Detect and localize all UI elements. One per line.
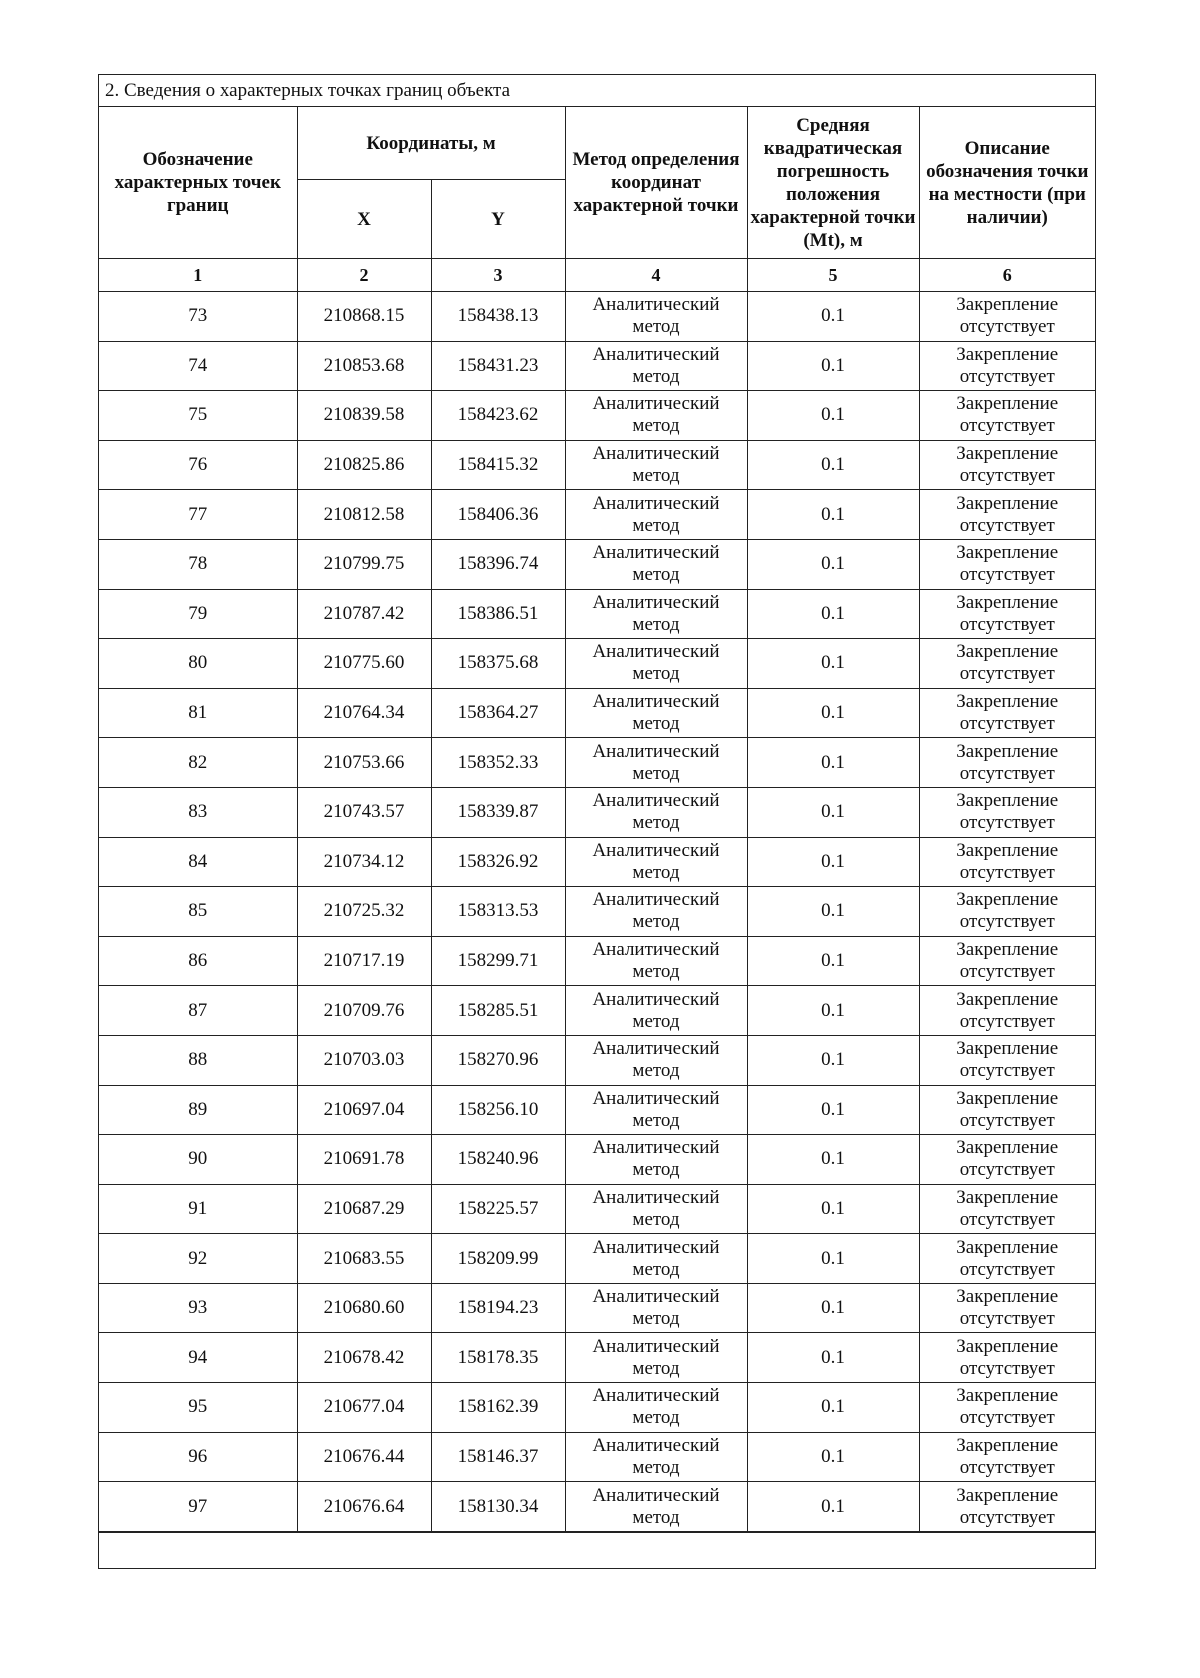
table-row — [99, 639, 1095, 689]
coordinate-x: 210680.60 — [297, 1283, 431, 1333]
description-line2: отсутствует — [959, 316, 1055, 338]
description-line2: отсутствует — [959, 1208, 1055, 1230]
coordinate-y: 158178.35 — [431, 1333, 565, 1383]
coordinate-y: 158285.51 — [431, 986, 565, 1036]
method-line1: Аналитический — [592, 294, 720, 316]
method-line2: метод — [632, 1010, 680, 1032]
method-line1: Аналитический — [592, 1186, 720, 1208]
description-line2: отсутствует — [959, 1456, 1055, 1478]
point-number: 82 — [99, 738, 297, 788]
description-cell — [919, 1383, 1095, 1433]
coordinate-x: 210764.34 — [297, 688, 431, 738]
mean-error: 0.1 — [747, 837, 919, 887]
description-cell — [919, 1085, 1095, 1135]
table-row — [99, 440, 1095, 490]
method-cell — [565, 1432, 747, 1482]
description-cell — [919, 887, 1095, 937]
description-line1: Закрепление — [956, 294, 1059, 316]
description-cell — [919, 1482, 1095, 1532]
method-line1: Аналитический — [592, 1484, 720, 1506]
description-cell — [919, 1333, 1095, 1383]
description-cell — [919, 639, 1095, 689]
method-line2: метод — [632, 1258, 680, 1280]
description-line2: отсутствует — [959, 961, 1055, 983]
description-cell — [919, 490, 1095, 540]
table-row — [99, 1234, 1095, 1284]
description-line1: Закрепление — [956, 443, 1059, 465]
table-row — [99, 1035, 1095, 1085]
description-line1: Закрепление — [956, 988, 1059, 1010]
coordinate-x: 210687.29 — [297, 1184, 431, 1234]
description-cell — [919, 539, 1095, 589]
point-number: 88 — [99, 1035, 297, 1085]
method-cell — [565, 440, 747, 490]
method-cell — [565, 391, 747, 441]
coordinate-y: 158375.68 — [431, 639, 565, 689]
method-line2: метод — [632, 1159, 680, 1181]
description-cell — [919, 341, 1095, 391]
method-line2: метод — [632, 1506, 680, 1528]
coordinate-y: 158339.87 — [431, 787, 565, 837]
column-number: 6 — [919, 259, 1095, 292]
description-line1: Закрепление — [956, 591, 1059, 613]
coordinate-x: 210775.60 — [297, 639, 431, 689]
description-line2: отсутствует — [959, 911, 1055, 933]
description-cell — [919, 589, 1095, 639]
method-line2: метод — [632, 316, 680, 338]
method-line1: Аналитический — [592, 591, 720, 613]
description-cell — [919, 1035, 1095, 1085]
description-line2: отсутствует — [959, 514, 1055, 536]
coordinate-y: 158431.23 — [431, 341, 565, 391]
point-number: 94 — [99, 1333, 297, 1383]
point-number: 81 — [99, 688, 297, 738]
method-line1: Аналитический — [592, 790, 720, 812]
mean-error: 0.1 — [747, 490, 919, 540]
coordinate-x: 210683.55 — [297, 1234, 431, 1284]
method-line1: Аналитический — [592, 443, 720, 465]
description-line2: отсутствует — [959, 1357, 1055, 1379]
point-number: 74 — [99, 341, 297, 391]
method-line1: Аналитический — [592, 1385, 720, 1407]
coordinate-x: 210725.32 — [297, 887, 431, 937]
description-cell — [919, 292, 1095, 342]
description-cell — [919, 1283, 1095, 1333]
method-line1: Аналитический — [592, 343, 720, 365]
coordinate-y: 158270.96 — [431, 1035, 565, 1085]
mean-error: 0.1 — [747, 341, 919, 391]
section-title: 2. Сведения о характерных точках границ объекта — [99, 75, 1095, 107]
coordinate-y: 158352.33 — [431, 738, 565, 788]
coordinate-x: 210743.57 — [297, 787, 431, 837]
method-line2: метод — [632, 812, 680, 834]
method-line2: метод — [632, 663, 680, 685]
point-number: 85 — [99, 887, 297, 937]
mean-error: 0.1 — [747, 1432, 919, 1482]
table-row — [99, 787, 1095, 837]
mean-error: 0.1 — [747, 1135, 919, 1185]
table-row — [99, 589, 1095, 639]
coordinate-x: 210709.76 — [297, 986, 431, 1036]
method-line1: Аналитический — [592, 889, 720, 911]
column-number: 5 — [747, 259, 919, 292]
header-mean-error: Средняя квадратическая погрешность положения характерной точки (Mt), м — [747, 107, 919, 259]
column-number: 3 — [431, 259, 565, 292]
method-line1: Аналитический — [592, 1087, 720, 1109]
method-line2: метод — [632, 1407, 680, 1429]
coordinate-x: 210691.78 — [297, 1135, 431, 1185]
description-cell — [919, 1184, 1095, 1234]
description-line2: отсутствует — [959, 1109, 1055, 1131]
point-number: 91 — [99, 1184, 297, 1234]
description-line2: отсутствует — [959, 663, 1055, 685]
description-line1: Закрепление — [956, 1286, 1059, 1308]
coordinate-x: 210676.64 — [297, 1482, 431, 1532]
description-line1: Закрепление — [956, 492, 1059, 514]
description-cell — [919, 391, 1095, 441]
boundary-points-table — [99, 107, 1095, 1532]
table-row — [99, 1383, 1095, 1433]
description-cell — [919, 738, 1095, 788]
method-line2: метод — [632, 1357, 680, 1379]
coordinate-y: 158423.62 — [431, 391, 565, 441]
description-line1: Закрепление — [956, 939, 1059, 961]
point-number: 87 — [99, 986, 297, 1036]
description-cell — [919, 837, 1095, 887]
header-x: X — [297, 180, 431, 259]
point-number: 78 — [99, 539, 297, 589]
table-row — [99, 539, 1095, 589]
table-row — [99, 936, 1095, 986]
method-line1: Аналитический — [592, 740, 720, 762]
method-line2: метод — [632, 1060, 680, 1082]
table-row — [99, 887, 1095, 937]
method-cell — [565, 1184, 747, 1234]
header-y: Y — [431, 180, 565, 259]
mean-error: 0.1 — [747, 440, 919, 490]
description-line2: отсутствует — [959, 762, 1055, 784]
description-cell — [919, 986, 1095, 1036]
method-line1: Аналитический — [592, 1137, 720, 1159]
description-cell — [919, 787, 1095, 837]
coordinate-y: 158225.57 — [431, 1184, 565, 1234]
method-cell — [565, 1333, 747, 1383]
description-line2: отсутствует — [959, 812, 1055, 834]
mean-error: 0.1 — [747, 539, 919, 589]
method-line2: метод — [632, 911, 680, 933]
method-cell — [565, 1283, 747, 1333]
method-cell — [565, 589, 747, 639]
description-line2: отсутствует — [959, 1308, 1055, 1330]
table-row — [99, 391, 1095, 441]
coordinate-x: 210678.42 — [297, 1333, 431, 1383]
description-line1: Закрепление — [956, 343, 1059, 365]
description-line1: Закрепление — [956, 542, 1059, 564]
description-line1: Закрепление — [956, 1484, 1059, 1506]
description-line2: отсутствует — [959, 1407, 1055, 1429]
mean-error: 0.1 — [747, 589, 919, 639]
description-line1: Закрепление — [956, 1236, 1059, 1258]
description-line1: Закрепление — [956, 1137, 1059, 1159]
method-line1: Аналитический — [592, 939, 720, 961]
coordinate-y: 158313.53 — [431, 887, 565, 937]
header-coordinates: Координаты, м — [297, 107, 565, 180]
method-line2: метод — [632, 762, 680, 784]
table-row — [99, 1482, 1095, 1532]
table-row — [99, 292, 1095, 342]
description-line1: Закрепление — [956, 1434, 1059, 1456]
coordinate-x: 210677.04 — [297, 1383, 431, 1433]
point-number: 75 — [99, 391, 297, 441]
coordinate-x: 210853.68 — [297, 341, 431, 391]
column-number: 1 — [99, 259, 297, 292]
coordinate-y: 158438.13 — [431, 292, 565, 342]
description-line1: Закрепление — [956, 1087, 1059, 1109]
description-line2: отсутствует — [959, 564, 1055, 586]
description-line2: отсутствует — [959, 1060, 1055, 1082]
description-line2: отсутствует — [959, 1258, 1055, 1280]
mean-error: 0.1 — [747, 639, 919, 689]
method-cell — [565, 738, 747, 788]
empty-footer-row — [99, 1532, 1095, 1571]
method-line1: Аналитический — [592, 1286, 720, 1308]
table-row — [99, 1135, 1095, 1185]
description-cell — [919, 1234, 1095, 1284]
mean-error: 0.1 — [747, 986, 919, 1036]
coordinate-x: 210697.04 — [297, 1085, 431, 1135]
method-line1: Аналитический — [592, 1236, 720, 1258]
description-line2: отсутствует — [959, 861, 1055, 883]
mean-error: 0.1 — [747, 688, 919, 738]
method-line1: Аналитический — [592, 393, 720, 415]
coordinate-x: 210787.42 — [297, 589, 431, 639]
description-cell — [919, 936, 1095, 986]
method-line2: метод — [632, 861, 680, 883]
coordinate-x: 210799.75 — [297, 539, 431, 589]
point-number: 79 — [99, 589, 297, 639]
table-row — [99, 1085, 1095, 1135]
point-number: 76 — [99, 440, 297, 490]
header-point-designation: Обозначение характерных точек границ — [99, 107, 297, 259]
coordinate-y: 158240.96 — [431, 1135, 565, 1185]
table-row — [99, 1432, 1095, 1482]
mean-error: 0.1 — [747, 1234, 919, 1284]
method-cell — [565, 1135, 747, 1185]
description-line2: отсутствует — [959, 1010, 1055, 1032]
column-number: 4 — [565, 259, 747, 292]
description-line1: Закрепление — [956, 691, 1059, 713]
table-row — [99, 986, 1095, 1036]
coordinate-x: 210703.03 — [297, 1035, 431, 1085]
method-cell — [565, 787, 747, 837]
coordinate-y: 158146.37 — [431, 1432, 565, 1482]
description-line1: Закрепление — [956, 839, 1059, 861]
coordinate-x: 210717.19 — [297, 936, 431, 986]
description-line2: отсутствует — [959, 613, 1055, 635]
method-line2: метод — [632, 365, 680, 387]
coordinate-y: 158256.10 — [431, 1085, 565, 1135]
mean-error: 0.1 — [747, 1333, 919, 1383]
coordinate-x: 210734.12 — [297, 837, 431, 887]
point-number: 90 — [99, 1135, 297, 1185]
method-line1: Аналитический — [592, 691, 720, 713]
header-method: Метод определения координат характерной точки — [565, 107, 747, 259]
table-row — [99, 837, 1095, 887]
mean-error: 0.1 — [747, 738, 919, 788]
method-line1: Аналитический — [592, 1335, 720, 1357]
description-line1: Закрепление — [956, 790, 1059, 812]
mean-error: 0.1 — [747, 1085, 919, 1135]
coordinate-y: 158326.92 — [431, 837, 565, 887]
description-line2: отсутствует — [959, 713, 1055, 735]
point-number: 97 — [99, 1482, 297, 1532]
description-line1: Закрепление — [956, 1385, 1059, 1407]
method-line1: Аналитический — [592, 492, 720, 514]
mean-error: 0.1 — [747, 1184, 919, 1234]
coordinate-x: 210676.44 — [297, 1432, 431, 1482]
method-line2: метод — [632, 613, 680, 635]
table-row — [99, 341, 1095, 391]
column-number: 2 — [297, 259, 431, 292]
point-number: 92 — [99, 1234, 297, 1284]
description-line1: Закрепление — [956, 1038, 1059, 1060]
method-cell — [565, 887, 747, 937]
table-row — [99, 688, 1095, 738]
method-cell — [565, 1482, 747, 1532]
method-line2: метод — [632, 1308, 680, 1330]
coordinate-x: 210812.58 — [297, 490, 431, 540]
coordinate-y: 158364.27 — [431, 688, 565, 738]
method-cell — [565, 1035, 747, 1085]
point-number: 80 — [99, 639, 297, 689]
method-line2: метод — [632, 514, 680, 536]
coordinate-x: 210825.86 — [297, 440, 431, 490]
coordinate-y: 158209.99 — [431, 1234, 565, 1284]
coordinate-y: 158299.71 — [431, 936, 565, 986]
coordinate-y: 158396.74 — [431, 539, 565, 589]
method-line1: Аналитический — [592, 839, 720, 861]
method-cell — [565, 1383, 747, 1433]
coordinate-y: 158386.51 — [431, 589, 565, 639]
description-line2: отсутствует — [959, 415, 1055, 437]
point-number: 77 — [99, 490, 297, 540]
description-cell — [919, 1135, 1095, 1185]
header-description: Описание обозначения точки на местности (при наличии) — [919, 107, 1095, 259]
method-line1: Аналитический — [592, 641, 720, 663]
method-line1: Аналитический — [592, 1434, 720, 1456]
method-cell — [565, 490, 747, 540]
table-row — [99, 738, 1095, 788]
description-line1: Закрепление — [956, 740, 1059, 762]
description-line1: Закрепление — [956, 641, 1059, 663]
method-cell — [565, 1234, 747, 1284]
method-cell — [565, 639, 747, 689]
coordinate-x: 210753.66 — [297, 738, 431, 788]
coordinate-x: 210868.15 — [297, 292, 431, 342]
method-line2: метод — [632, 1109, 680, 1131]
table-row — [99, 1333, 1095, 1383]
mean-error: 0.1 — [747, 936, 919, 986]
point-number: 96 — [99, 1432, 297, 1482]
mean-error: 0.1 — [747, 1482, 919, 1532]
method-line2: метод — [632, 961, 680, 983]
description-line1: Закрепление — [956, 393, 1059, 415]
method-cell — [565, 936, 747, 986]
method-cell — [565, 539, 747, 589]
method-line2: метод — [632, 1456, 680, 1478]
mean-error: 0.1 — [747, 887, 919, 937]
column-numbers-row — [99, 259, 1095, 292]
coordinate-y: 158130.34 — [431, 1482, 565, 1532]
method-line1: Аналитический — [592, 988, 720, 1010]
coordinate-y: 158406.36 — [431, 490, 565, 540]
coordinate-y: 158194.23 — [431, 1283, 565, 1333]
method-line2: метод — [632, 465, 680, 487]
description-line2: отсутствует — [959, 365, 1055, 387]
mean-error: 0.1 — [747, 391, 919, 441]
coordinate-y: 158162.39 — [431, 1383, 565, 1433]
point-number: 73 — [99, 292, 297, 342]
mean-error: 0.1 — [747, 1283, 919, 1333]
method-line2: метод — [632, 564, 680, 586]
method-cell — [565, 688, 747, 738]
mean-error: 0.1 — [747, 787, 919, 837]
description-line1: Закрепление — [956, 889, 1059, 911]
table-row — [99, 1184, 1095, 1234]
coordinate-y: 158415.32 — [431, 440, 565, 490]
method-line2: метод — [632, 1208, 680, 1230]
document-sheet — [98, 74, 1096, 1569]
description-line2: отсутствует — [959, 1159, 1055, 1181]
mean-error: 0.1 — [747, 1383, 919, 1433]
mean-error: 0.1 — [747, 1035, 919, 1085]
method-cell — [565, 1085, 747, 1135]
description-cell — [919, 1432, 1095, 1482]
table-body — [99, 292, 1095, 1532]
point-number: 89 — [99, 1085, 297, 1135]
description-line2: отсутствует — [959, 1506, 1055, 1528]
point-number: 83 — [99, 787, 297, 837]
method-line2: метод — [632, 415, 680, 437]
method-line1: Аналитический — [592, 542, 720, 564]
description-cell — [919, 440, 1095, 490]
mean-error: 0.1 — [747, 292, 919, 342]
point-number: 86 — [99, 936, 297, 986]
description-line2: отсутствует — [959, 465, 1055, 487]
point-number: 95 — [99, 1383, 297, 1433]
description-line1: Закрепление — [956, 1186, 1059, 1208]
table-row — [99, 1283, 1095, 1333]
description-line1: Закрепление — [956, 1335, 1059, 1357]
method-cell — [565, 292, 747, 342]
method-cell — [565, 341, 747, 391]
method-cell — [565, 986, 747, 1036]
table-row — [99, 490, 1095, 540]
point-number: 84 — [99, 837, 297, 887]
method-line1: Аналитический — [592, 1038, 720, 1060]
point-number: 93 — [99, 1283, 297, 1333]
method-line2: метод — [632, 713, 680, 735]
coordinate-x: 210839.58 — [297, 391, 431, 441]
method-cell — [565, 837, 747, 887]
description-cell — [919, 688, 1095, 738]
